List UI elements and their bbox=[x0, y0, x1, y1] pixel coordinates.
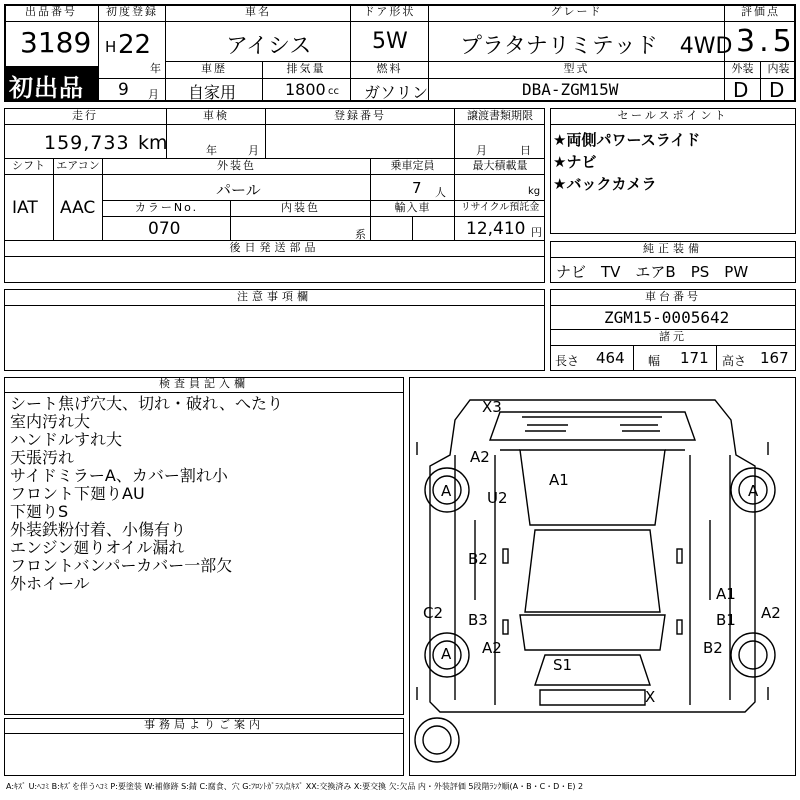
displacement-unit: cc bbox=[328, 86, 339, 97]
mark-a2-right: A2 bbox=[761, 604, 781, 622]
mark-a-front-right-wheel: A bbox=[748, 482, 759, 500]
door: 5W bbox=[372, 29, 408, 54]
inspection-month-unit: 月 bbox=[248, 144, 259, 157]
inspector-note: シート焦げ穴大、切れ・破れ、へたり bbox=[10, 394, 283, 413]
inspector-note: フロントバンパーカバー一部欠 bbox=[10, 556, 233, 575]
width-label: 幅 bbox=[648, 354, 661, 368]
car-name-label: 車名 bbox=[245, 5, 271, 18]
capacity-unit: 人 bbox=[435, 186, 446, 199]
month-unit: 月 bbox=[148, 88, 159, 101]
legend: A:ｷｽﾞ U:ﾍｺﾐ B:ｷｽﾞを伴うﾍｺﾐ P:要塗装 W:補修跡 S:錆 C:腐食、穴 G:ﾌﾛﾝﾄｶﾞﾗｽ点ｷｽﾞ XX:交換済み X:要交換 欠:欠品 内・外装評価 5段階ﾗﾝｸ順(A・B・C・D・E) 2 bbox=[6, 782, 584, 791]
year-unit: 年 bbox=[150, 62, 161, 75]
displacement-label: 排気量 bbox=[286, 62, 326, 75]
height: 167 bbox=[760, 349, 789, 367]
lot-label: 出品番号 bbox=[25, 5, 77, 18]
color: パール bbox=[216, 181, 261, 199]
shift: IAT bbox=[12, 198, 38, 218]
mark-x3: X3 bbox=[482, 398, 502, 416]
exterior-grade: D bbox=[733, 78, 749, 102]
dims-label: 諸元 bbox=[659, 330, 687, 343]
door-label: ドア形状 bbox=[363, 5, 416, 18]
color-no: 070 bbox=[148, 219, 181, 239]
later-parts-label: 後日発送部品 bbox=[229, 241, 320, 254]
height-label: 高さ bbox=[722, 354, 747, 368]
transfer-day-unit: 日 bbox=[520, 144, 531, 157]
selling-point-1: ★両側パワースライド bbox=[553, 131, 701, 149]
mark-b2-left: B2 bbox=[468, 550, 488, 568]
inspector-note: 外装鉄粉付着、小傷有り bbox=[10, 520, 187, 539]
color-no-label: カラーNo. bbox=[134, 201, 199, 214]
ac: AAC bbox=[60, 198, 96, 218]
inspection-label: 車検 bbox=[203, 109, 229, 122]
inspector-note: エンジン廻りオイル漏れ bbox=[10, 538, 185, 557]
mark-a2-rear-left: A2 bbox=[482, 639, 502, 657]
inspector-note: 天張汚れ bbox=[10, 448, 75, 467]
recycle: 12,410 bbox=[466, 219, 526, 239]
inspector-label: 検査員記入欄 bbox=[159, 377, 249, 390]
interior-color-unit: 系 bbox=[355, 228, 366, 241]
first-reg-label: 初度登録 bbox=[106, 5, 158, 18]
mileage-label: 走行 bbox=[72, 109, 98, 122]
import-label: 輸入車 bbox=[394, 201, 431, 214]
mark-b3-left: B3 bbox=[468, 611, 488, 629]
reg-number-label: 登録番号 bbox=[334, 109, 386, 122]
inspector-note: サイドミラーA、カバー割れ小 bbox=[10, 466, 228, 485]
shift-label: シフト bbox=[12, 159, 45, 172]
inspector-note: 外ホイール bbox=[10, 574, 90, 593]
capacity: 7 bbox=[412, 179, 422, 197]
interior-grade-label: 内装 bbox=[767, 62, 790, 75]
transfer-label: 譲渡書類期限 bbox=[467, 109, 533, 122]
recycle-label: リサイクル預託金 bbox=[460, 202, 540, 213]
recycle-unit: 円 bbox=[531, 226, 542, 239]
load-label: 最大積載量 bbox=[472, 159, 528, 172]
inspection-year-unit: 年 bbox=[206, 144, 217, 157]
mark-a1-hood: A1 bbox=[549, 471, 569, 489]
exterior-grade-label: 外装 bbox=[731, 62, 754, 75]
mileage: 159,733 bbox=[44, 132, 130, 154]
load-unit: kg bbox=[528, 186, 541, 197]
inspector-note: 下廻りS bbox=[10, 502, 69, 521]
mileage-unit: km bbox=[138, 132, 168, 154]
equipment-label: 純正装備 bbox=[643, 242, 703, 255]
history-label: 車歴 bbox=[201, 62, 227, 75]
ac-label: エアコン bbox=[56, 159, 100, 172]
mark-a2-front-left: A2 bbox=[470, 448, 490, 466]
era: H bbox=[105, 38, 117, 56]
selling-points-label: セールスポイント bbox=[617, 109, 729, 122]
grade: プラタナリミテッド 4WD bbox=[460, 34, 733, 59]
equipment-value: ナビ TV エアB PS PW bbox=[556, 263, 749, 281]
selling-point-2: ★ナビ bbox=[553, 153, 597, 171]
lot-number: 3189 bbox=[20, 26, 92, 59]
car-name: アイシス bbox=[226, 34, 312, 59]
year-num: 22 bbox=[118, 30, 152, 60]
inspector-note: フロント下廻りAU bbox=[10, 484, 145, 503]
score: 3.5 bbox=[736, 24, 796, 59]
color-label: 外装色 bbox=[217, 159, 256, 172]
interior-grade: D bbox=[769, 78, 785, 102]
displacement: 1800 bbox=[285, 80, 326, 99]
mark-a-front-left-wheel: A bbox=[441, 482, 452, 500]
model-label: 型式 bbox=[563, 62, 590, 75]
history: 自家用 bbox=[188, 83, 237, 102]
notes-label: 注意事項欄 bbox=[237, 290, 312, 303]
mark-c2-left: C2 bbox=[423, 604, 444, 622]
inspector-note: 室内汚れ大 bbox=[10, 412, 91, 431]
selling-point-3: ★バックカメラ bbox=[553, 175, 657, 193]
mark-x-rear: X bbox=[645, 688, 656, 706]
capacity-label: 乗車定員 bbox=[390, 159, 435, 172]
score-label: 評価点 bbox=[741, 5, 780, 18]
first-listing-text: 初出品 bbox=[9, 74, 84, 102]
fuel-label: 燃料 bbox=[376, 62, 403, 75]
month-num: 9 bbox=[118, 80, 129, 100]
length-label: 長さ bbox=[555, 354, 580, 368]
office-label: 事務局よりご案内 bbox=[144, 718, 264, 731]
chassis-label: 車台番号 bbox=[645, 290, 701, 303]
mark-u2: U2 bbox=[487, 489, 508, 507]
interior-color-label: 内装色 bbox=[281, 201, 320, 214]
mark-b2-rear-right: B2 bbox=[703, 639, 723, 657]
fuel: ガソリン bbox=[364, 83, 429, 102]
width: 171 bbox=[680, 349, 709, 367]
chassis-number: ZGM15-0005642 bbox=[604, 308, 730, 327]
grade-label: グレード bbox=[550, 5, 603, 18]
model: DBA-ZGM15W bbox=[522, 80, 619, 99]
mark-a-rear-left-wheel: A bbox=[441, 645, 452, 663]
length: 464 bbox=[596, 349, 625, 367]
inspector-note: ハンドルすれ大 bbox=[10, 430, 123, 449]
transfer-month-unit: 月 bbox=[476, 144, 487, 157]
mark-a1-right: A1 bbox=[716, 585, 736, 603]
mark-s1: S1 bbox=[553, 656, 573, 674]
mark-b1-right: B1 bbox=[716, 611, 736, 629]
